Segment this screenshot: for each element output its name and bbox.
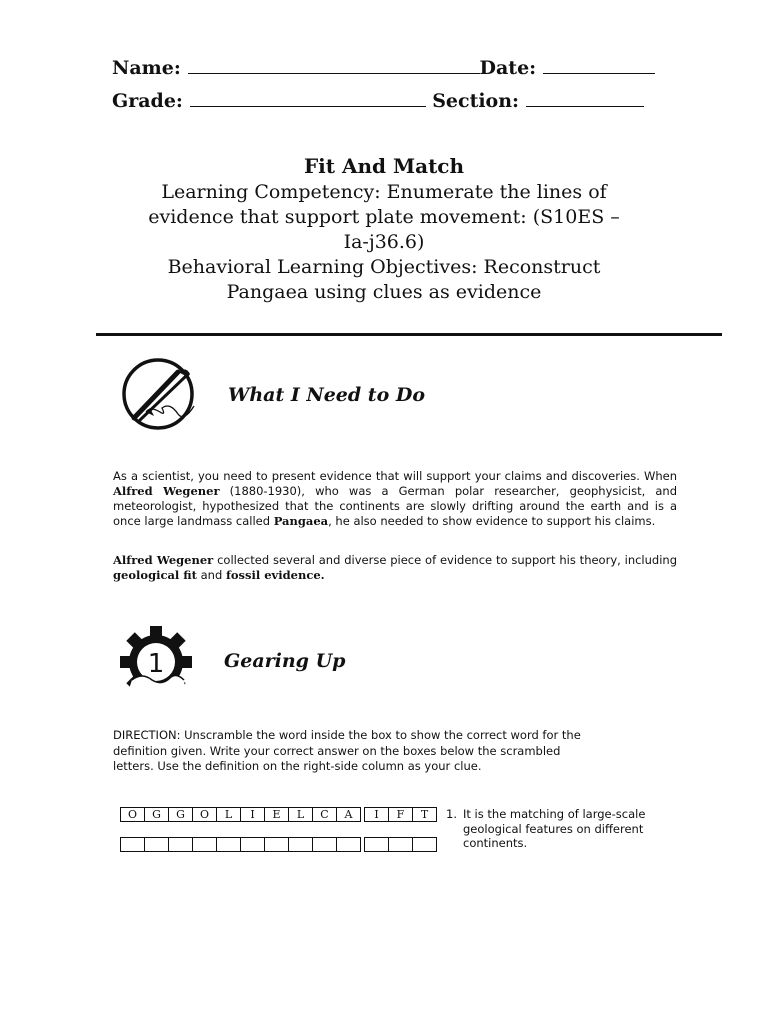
date-field[interactable]	[543, 55, 655, 74]
evidence-and: and	[196, 568, 226, 582]
name-label: Name:	[112, 57, 181, 79]
pangaea-term: Pangaea	[273, 514, 329, 528]
gear-number: 1	[147, 649, 165, 679]
scrambled-word-1	[120, 807, 361, 822]
clue-text-line-3: continents.	[463, 836, 528, 850]
direction-text	[113, 728, 673, 775]
clue-text-line-2: geological features on different	[463, 821, 644, 836]
grade-field[interactable]	[190, 88, 426, 107]
scrambled-letter-box: O	[120, 807, 145, 822]
geological-fit-term: geological fit	[113, 568, 197, 582]
answer-letter-box[interactable]	[216, 837, 241, 852]
fossil-evidence-term: fossil evidence.	[225, 568, 325, 582]
section-divider	[96, 333, 722, 336]
scrambled-letter-box: L	[288, 807, 313, 822]
wegener-name-2: Alfred Wegener	[113, 553, 214, 567]
direction-line-3: letters. Use the definition on the right-side column as your clue.	[113, 759, 482, 773]
scrambled-letter-box: I	[240, 807, 265, 822]
scrambled-letter-box: C	[312, 807, 337, 822]
objective-line-2: Pangaea using clues as evidence	[226, 281, 542, 303]
scrambled-letter-box: O	[192, 807, 217, 822]
intro-text-b: (1880-1930), who was a German polar researcher, geophysicist, and meteorologist, hypothesized that the continents are slowly drifting around the earth and is a once large landmass called	[113, 484, 677, 528]
objective-line-1: Behavioral Learning Objectives: Reconstruct	[167, 256, 601, 278]
grade-label: Grade:	[112, 90, 183, 112]
competency-line-2: evidence that support plate movement: (S10ES –	[148, 206, 620, 228]
section-field[interactable]	[526, 88, 644, 107]
answer-letter-box[interactable]	[168, 837, 193, 852]
answer-letter-box[interactable]	[144, 837, 169, 852]
clue-1	[446, 807, 686, 851]
date-label: Date:	[479, 57, 537, 79]
evidence-paragraph	[113, 553, 677, 583]
answer-letter-box[interactable]	[264, 837, 289, 852]
scrambled-word-2	[364, 807, 437, 822]
scrambled-letter-box: I	[364, 807, 389, 822]
wegener-name: Alfred Wegener	[113, 484, 220, 498]
scrambled-letter-box: A	[336, 807, 361, 822]
intro-paragraph	[113, 469, 677, 529]
direction-line-2: definition given. Write your correct answer on the boxes below the scrambled	[113, 743, 561, 758]
intro-text-a: As a scientist, you need to present evidence that will support your claims and discoveries. When	[113, 469, 677, 483]
scrambled-letter-box: G	[168, 807, 193, 822]
gearing-up-heading: Gearing Up	[224, 650, 346, 672]
answer-boxes-1	[120, 837, 361, 852]
intro-text-c: , he also needed to show evidence to support his claims.	[328, 514, 656, 528]
scrambled-letter-box: L	[216, 807, 241, 822]
clue-number: 1.	[446, 807, 457, 821]
answer-letter-box[interactable]	[120, 837, 145, 852]
competency-line-3: Ia-j36.6)	[343, 231, 425, 253]
answer-letter-box[interactable]	[192, 837, 217, 852]
grade-section-row	[112, 88, 644, 112]
page-title: Fit And Match	[303, 154, 465, 178]
answer-letter-box[interactable]	[312, 837, 337, 852]
scrambled-letter-box: E	[264, 807, 289, 822]
pencil-icon	[120, 356, 200, 434]
direction-line-1: DIRECTION: Unscramble the word inside the box to show the correct word for the	[113, 728, 581, 742]
answer-letter-box[interactable]	[336, 837, 361, 852]
title-block	[100, 152, 668, 305]
section-label: Section:	[432, 90, 520, 112]
evidence-text-a: collected several and diverse piece of evidence to support his theory, including	[213, 553, 677, 567]
gear-icon	[118, 626, 198, 698]
scrambled-letter-box: T	[412, 807, 437, 822]
answer-letter-box[interactable]	[240, 837, 265, 852]
name-field[interactable]	[188, 55, 480, 74]
name-date-row	[112, 55, 655, 79]
answer-letter-box[interactable]	[412, 837, 437, 852]
answer-letter-box[interactable]	[288, 837, 313, 852]
answer-letter-box[interactable]	[388, 837, 413, 852]
clue-text-line-1: It is the matching of large-scale	[463, 807, 646, 821]
answer-boxes-2	[364, 837, 437, 852]
scrambled-letter-box: F	[388, 807, 413, 822]
what-i-need-heading: What I Need to Do	[228, 384, 426, 406]
scrambled-letter-box: G	[144, 807, 169, 822]
competency-line-1: Learning Competency: Enumerate the lines of	[161, 181, 607, 203]
answer-letter-box[interactable]	[364, 837, 389, 852]
